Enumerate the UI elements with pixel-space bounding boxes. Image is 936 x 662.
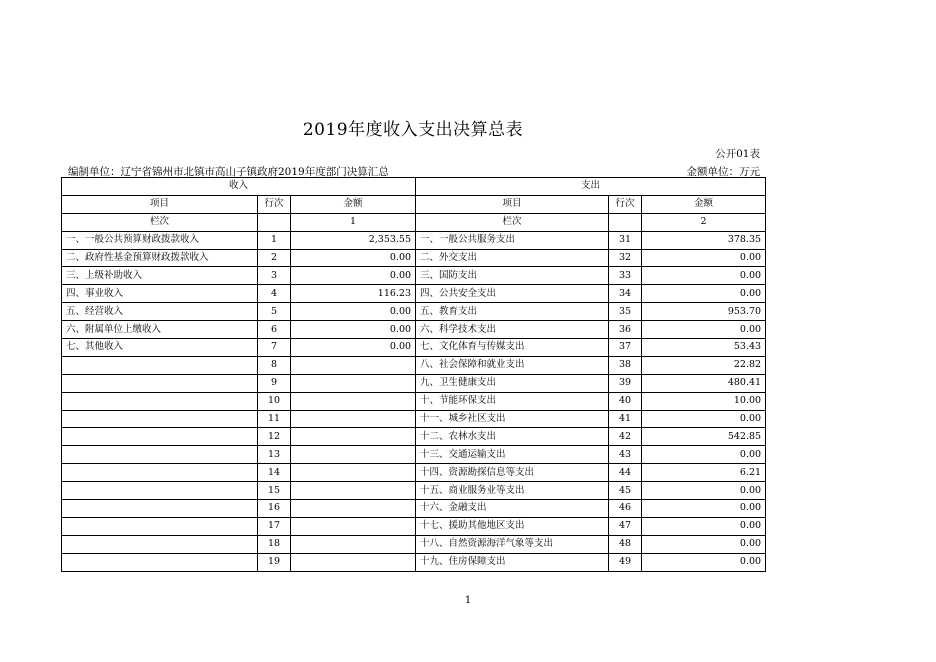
- expense-rowno-cell: 32: [609, 249, 642, 267]
- income-amount-cell: 0.00: [291, 321, 416, 339]
- header-row-columns: [62, 195, 766, 213]
- income-amount-cell: [291, 374, 416, 392]
- income-amount-cell: 0.00: [291, 267, 416, 285]
- income-item-cell: [62, 374, 258, 392]
- income-item-cell: [62, 517, 258, 535]
- expense-rowno-cell: 48: [609, 535, 642, 553]
- expense-amount-cell: 378.35: [642, 231, 766, 249]
- table-row: [62, 249, 766, 267]
- expense-item-cell: 十四、资源勘探信息等支出: [416, 464, 609, 482]
- expense-rowno-cell: 43: [609, 446, 642, 464]
- expense-amount-cell: 22.82: [642, 356, 766, 374]
- expense-rowno-cell: 39: [609, 374, 642, 392]
- income-rowno-cell: 8: [258, 356, 291, 374]
- income-rowno-cell: 3: [258, 267, 291, 285]
- income-amount-cell: [291, 535, 416, 553]
- compiling-unit: 编制单位：辽宁省锦州市北镇市高山子镇政府2019年度部门决算汇总: [68, 166, 389, 178]
- expense-rowno-cell: 35: [609, 303, 642, 321]
- income-item-cell: 六、附属单位上缴收入: [62, 321, 258, 339]
- table-row: [62, 553, 766, 571]
- expense-item-header: 项目: [416, 195, 609, 213]
- expense-item-cell: 十五、商业服务业等支出: [416, 482, 609, 500]
- income-rowno-cell: 12: [258, 428, 291, 446]
- income-rowno-cell: 17: [258, 517, 291, 535]
- income-rowno-cell: 19: [258, 553, 291, 571]
- expense-item-cell: 二、外交支出: [416, 249, 609, 267]
- expense-rowno-cell: 45: [609, 482, 642, 500]
- income-rowno-cell: 15: [258, 482, 291, 500]
- expense-item-cell: 九、卫生健康支出: [416, 374, 609, 392]
- income-rowno-cell: 14: [258, 464, 291, 482]
- expense-amount-cell: 6.21: [642, 464, 766, 482]
- expense-amount-cell: 0.00: [642, 535, 766, 553]
- income-rowno-cell: 16: [258, 500, 291, 518]
- expense-item-cell: 三、国防支出: [416, 267, 609, 285]
- expense-item-cell: 十三、交通运输支出: [416, 446, 609, 464]
- expense-rowno-cell: 49: [609, 553, 642, 571]
- currency-unit: 金额单位：万元: [686, 166, 760, 178]
- header-row-column-index: [62, 213, 766, 231]
- budget-summary-table: [61, 177, 766, 572]
- expense-rowno-cell: 47: [609, 517, 642, 535]
- table-row: [62, 339, 766, 357]
- expense-rowno-cell: 46: [609, 500, 642, 518]
- expense-rowno-cell: 31: [609, 231, 642, 249]
- expense-item-cell: 十七、援助其他地区支出: [416, 517, 609, 535]
- expense-item-cell: 十九、住房保障支出: [416, 553, 609, 571]
- income-item-header: 项目: [62, 195, 258, 213]
- table-row: [62, 464, 766, 482]
- income-item-cell: [62, 482, 258, 500]
- expense-rowno-cell: 40: [609, 392, 642, 410]
- table-row: [62, 392, 766, 410]
- table-row: [62, 303, 766, 321]
- expense-column-blank: [609, 213, 642, 231]
- income-amount-cell: [291, 446, 416, 464]
- expense-rowno-header: 行次: [609, 195, 642, 213]
- expense-column-index: 2: [642, 213, 766, 231]
- expense-item-cell: 十二、农林水支出: [416, 428, 609, 446]
- expense-amount-cell: 0.00: [642, 446, 766, 464]
- income-rowno-cell: 7: [258, 339, 291, 357]
- income-item-cell: 三、上级补助收入: [62, 267, 258, 285]
- income-item-cell: [62, 553, 258, 571]
- expense-item-cell: 十一、城乡社区支出: [416, 410, 609, 428]
- expense-rowno-cell: 33: [609, 267, 642, 285]
- expense-item-cell: 五、教育支出: [416, 303, 609, 321]
- income-header: 收入: [62, 178, 416, 196]
- expense-rowno-cell: 42: [609, 428, 642, 446]
- income-column-blank: [258, 213, 291, 231]
- income-amount-cell: [291, 356, 416, 374]
- page-title: 2019年度收入支出决算总表: [302, 120, 524, 140]
- income-amount-cell: 116.23: [291, 285, 416, 303]
- income-amount-cell: [291, 553, 416, 571]
- income-rowno-cell: 5: [258, 303, 291, 321]
- income-column-index: 1: [291, 213, 416, 231]
- income-item-cell: 四、事业收入: [62, 285, 258, 303]
- income-rowno-cell: 11: [258, 410, 291, 428]
- income-rowno-cell: 4: [258, 285, 291, 303]
- income-amount-cell: [291, 517, 416, 535]
- expense-rowno-cell: 41: [609, 410, 642, 428]
- income-rowno-cell: 2: [258, 249, 291, 267]
- expense-amount-cell: 10.00: [642, 392, 766, 410]
- expense-rowno-cell: 34: [609, 285, 642, 303]
- income-item-cell: [62, 428, 258, 446]
- expense-amount-cell: 0.00: [642, 285, 766, 303]
- expense-amount-cell: 0.00: [642, 553, 766, 571]
- expense-header: 支出: [416, 178, 766, 196]
- table-row: [62, 500, 766, 518]
- income-rowno-cell: 10: [258, 392, 291, 410]
- income-rowno-cell: 13: [258, 446, 291, 464]
- expense-item-cell: 十八、自然资源海洋气象等支出: [416, 535, 609, 553]
- expense-amount-cell: 0.00: [642, 321, 766, 339]
- table-row: [62, 321, 766, 339]
- table-row: [62, 267, 766, 285]
- expense-amount-cell: 0.00: [642, 517, 766, 535]
- income-amount-cell: 0.00: [291, 303, 416, 321]
- income-amount-cell: [291, 482, 416, 500]
- income-item-cell: [62, 500, 258, 518]
- table-row: [62, 482, 766, 500]
- income-item-cell: [62, 392, 258, 410]
- expense-amount-cell: 953.70: [642, 303, 766, 321]
- income-item-cell: 七、其他收入: [62, 339, 258, 357]
- income-rowno-cell: 18: [258, 535, 291, 553]
- expense-item-cell: 一、一般公共服务支出: [416, 231, 609, 249]
- income-item-cell: [62, 464, 258, 482]
- income-amount-cell: [291, 464, 416, 482]
- header-row-sections: [62, 178, 766, 196]
- expense-amount-cell: 53.43: [642, 339, 766, 357]
- table-body: [62, 231, 766, 571]
- table-row: [62, 535, 766, 553]
- income-amount-cell: [291, 392, 416, 410]
- expense-column-label: 栏次: [416, 213, 609, 231]
- income-rowno-cell: 9: [258, 374, 291, 392]
- table-row: [62, 374, 766, 392]
- expense-amount-cell: 0.00: [642, 267, 766, 285]
- income-item-cell: [62, 356, 258, 374]
- income-item-cell: [62, 410, 258, 428]
- income-amount-cell: 0.00: [291, 249, 416, 267]
- income-rowno-cell: 1: [258, 231, 291, 249]
- table-row: [62, 356, 766, 374]
- income-amount-cell: [291, 428, 416, 446]
- income-amount-cell: [291, 500, 416, 518]
- expense-item-cell: 四、公共安全支出: [416, 285, 609, 303]
- expense-rowno-cell: 36: [609, 321, 642, 339]
- expense-item-cell: 七、文化体育与传媒支出: [416, 339, 609, 357]
- expense-item-cell: 六、科学技术支出: [416, 321, 609, 339]
- income-item-cell: 一、一般公共预算财政拨款收入: [62, 231, 258, 249]
- income-column-label: 栏次: [62, 213, 258, 231]
- table-row: [62, 428, 766, 446]
- table-row: [62, 410, 766, 428]
- expense-rowno-cell: 44: [609, 464, 642, 482]
- expense-amount-cell: 542.85: [642, 428, 766, 446]
- expense-item-cell: 十、节能环保支出: [416, 392, 609, 410]
- income-rowno-header: 行次: [258, 195, 291, 213]
- income-amount-cell: [291, 410, 416, 428]
- income-item-cell: 五、经营收入: [62, 303, 258, 321]
- expense-amount-cell: 0.00: [642, 482, 766, 500]
- income-amount-header: 金额: [291, 195, 416, 213]
- expense-amount-cell: 0.00: [642, 249, 766, 267]
- income-amount-cell: 0.00: [291, 339, 416, 357]
- expense-item-cell: 十六、金融支出: [416, 500, 609, 518]
- income-item-cell: [62, 535, 258, 553]
- expense-rowno-cell: 37: [609, 339, 642, 357]
- income-item-cell: [62, 446, 258, 464]
- table-row: [62, 231, 766, 249]
- expense-amount-cell: 0.00: [642, 500, 766, 518]
- table-row: [62, 285, 766, 303]
- table-row: [62, 517, 766, 535]
- income-item-cell: 二、政府性基金预算财政拨款收入: [62, 249, 258, 267]
- expense-amount-header: 金额: [642, 195, 766, 213]
- page-number: 1: [464, 595, 472, 606]
- table-row: [62, 446, 766, 464]
- form-number: 公开01表: [715, 148, 760, 160]
- income-amount-cell: 2,353.55: [291, 231, 416, 249]
- income-rowno-cell: 6: [258, 321, 291, 339]
- expense-amount-cell: 0.00: [642, 410, 766, 428]
- expense-item-cell: 八、社会保障和就业支出: [416, 356, 609, 374]
- expense-rowno-cell: 38: [609, 356, 642, 374]
- expense-amount-cell: 480.41: [642, 374, 766, 392]
